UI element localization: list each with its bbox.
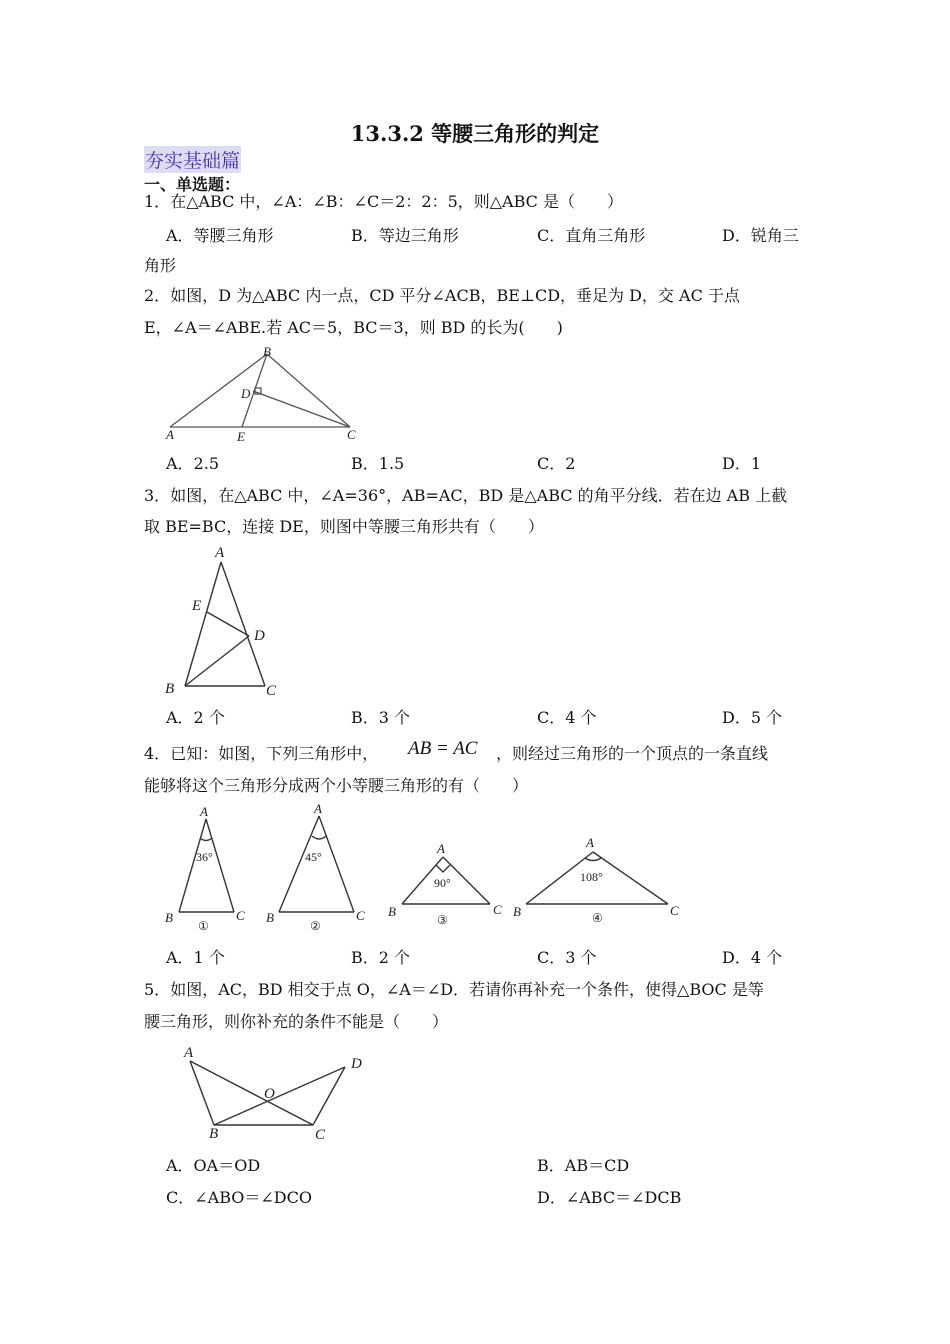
q2-option-c[interactable]: C．2 — [537, 454, 576, 473]
question-number: 5． — [144, 980, 171, 999]
formula-ab-eq-ac: AB = AC — [408, 738, 478, 759]
label-c: C — [347, 427, 356, 442]
label-d: D — [241, 386, 251, 401]
label-d: D — [351, 1056, 362, 1072]
label-d: D — [254, 628, 265, 644]
q4-option-b[interactable]: B．2 个 — [351, 948, 411, 967]
question-number: 1． — [144, 192, 171, 211]
figure-index: ② — [310, 919, 321, 933]
label-b: B — [209, 1126, 219, 1142]
subsection-heading: 一、单选题： — [144, 175, 241, 194]
q5-option-a[interactable]: A．OA＝OD — [166, 1156, 261, 1175]
vertex-c: C — [236, 908, 245, 923]
question-text: 在△ABC 中，∠A：∠B：∠C＝2：2：5，则△ABC 是（ ） — [170, 192, 623, 211]
question-number: 2． — [144, 286, 171, 305]
q4-option-a[interactable]: A．1 个 — [166, 948, 225, 967]
q3-option-c[interactable]: C．4 个 — [537, 708, 597, 727]
vertex-a: A — [437, 841, 445, 856]
q5-option-b[interactable]: B．AB＝CD — [537, 1156, 630, 1175]
label-e: E — [237, 429, 245, 444]
q4-figure-2 — [262, 802, 377, 937]
q3-option-b[interactable]: B．3 个 — [351, 708, 411, 727]
figure-index: ③ — [437, 913, 448, 927]
label-c: C — [315, 1127, 326, 1143]
angle-label: 45° — [305, 850, 322, 864]
question-number: 3． — [144, 486, 171, 505]
question-text: 如图，D 为△ABC 内一点，CD 平分∠ACB，BE⊥CD，垂足为 D，交 AC 于点 — [170, 286, 740, 305]
question-4-stem-line1a — [144, 744, 378, 764]
q3-option-a[interactable]: A．2 个 — [166, 708, 225, 727]
q4-figure-4 — [510, 830, 690, 930]
question-1-stem — [144, 192, 623, 212]
angle-label: 108° — [580, 870, 603, 884]
question-text: 如图，在△ABC 中，∠A=36°，AB=AC，BD 是△ABC 的角平分线．若在边 AB 上截 — [170, 486, 788, 505]
question-2-stem-line2: E，∠A＝∠ABE.若 AC＝5，BC＝3，则 BD 的长为( ) — [144, 318, 563, 337]
vertex-b: B — [513, 904, 521, 919]
vertex-b: B — [266, 910, 274, 925]
question-number: 4． — [144, 744, 171, 763]
q1-option-d-wrap: 角形 — [144, 256, 177, 275]
q1-option-c[interactable]: C．直角三角形 — [537, 226, 646, 245]
label-b: B — [263, 344, 271, 359]
question-5-stem-line1 — [144, 980, 764, 1000]
question-2-stem-line1 — [144, 286, 740, 306]
label-c: C — [266, 683, 277, 699]
label-e: E — [192, 598, 202, 614]
q2-option-d[interactable]: D．1 — [722, 454, 762, 473]
q3-option-d[interactable]: D．5 个 — [722, 708, 783, 727]
vertex-a: A — [314, 801, 322, 816]
question-4-stem-line2: 能够将这个三角形分成两个小等腰三角形的有（ ） — [144, 776, 529, 795]
label-a: A — [166, 427, 174, 442]
question-text: 已知：如图，下列三角形中， — [170, 744, 379, 763]
page-title: 13.3.2 等腰三角形的判定 — [350, 121, 600, 146]
question-text: 如图，AC，BD 相交于点 O，∠A＝∠D．若请你再补充一个条件，使得△BOC 是等 — [170, 980, 764, 999]
question-4-stem-line1b: ，则经过三角形的一个顶点的一条直线 — [496, 744, 769, 763]
figure-index: ① — [198, 919, 209, 933]
section-heading: 夯实基础篇 — [144, 146, 241, 173]
q4-figure-3 — [385, 836, 510, 936]
vertex-a: A — [586, 835, 594, 850]
vertex-b: B — [388, 904, 396, 919]
q4-option-c[interactable]: C．3 个 — [537, 948, 597, 967]
q2-option-b[interactable]: B．1.5 — [351, 454, 405, 473]
label-o: O — [264, 1086, 275, 1102]
vertex-c: C — [493, 902, 502, 917]
question-5-stem-line2: 腰三角形，则你补充的条件不能是（ ） — [144, 1012, 449, 1031]
q4-option-d[interactable]: D．4 个 — [722, 948, 783, 967]
figure-index: ④ — [592, 911, 603, 925]
q5-option-c[interactable]: C．∠ABO＝∠DCO — [166, 1188, 312, 1207]
q5-figure — [170, 1040, 370, 1145]
q1-option-b[interactable]: B．等边三角形 — [351, 226, 459, 245]
q3-figure — [160, 540, 290, 700]
label-b: B — [165, 681, 175, 697]
vertex-b: B — [165, 910, 173, 925]
q1-option-a[interactable]: A．等腰三角形 — [166, 226, 274, 245]
angle-label: 36° — [196, 850, 213, 864]
vertex-a: A — [200, 804, 208, 819]
q5-option-d[interactable]: D．∠ABC＝∠DCB — [537, 1188, 682, 1207]
q4-figure-1 — [160, 802, 260, 937]
vertex-c: C — [670, 903, 679, 918]
q1-option-d[interactable]: D．锐角三 — [722, 226, 799, 245]
question-3-stem-line2: 取 BE=BC，连接 DE，则图中等腰三角形共有（ ） — [144, 517, 544, 536]
label-a: A — [215, 545, 225, 561]
q2-option-a[interactable]: A．2.5 — [166, 454, 220, 473]
vertex-c: C — [356, 908, 365, 923]
q2-figure — [160, 344, 370, 444]
label-a: A — [184, 1045, 194, 1061]
angle-label: 90° — [434, 876, 451, 890]
question-3-stem-line1 — [144, 486, 787, 506]
